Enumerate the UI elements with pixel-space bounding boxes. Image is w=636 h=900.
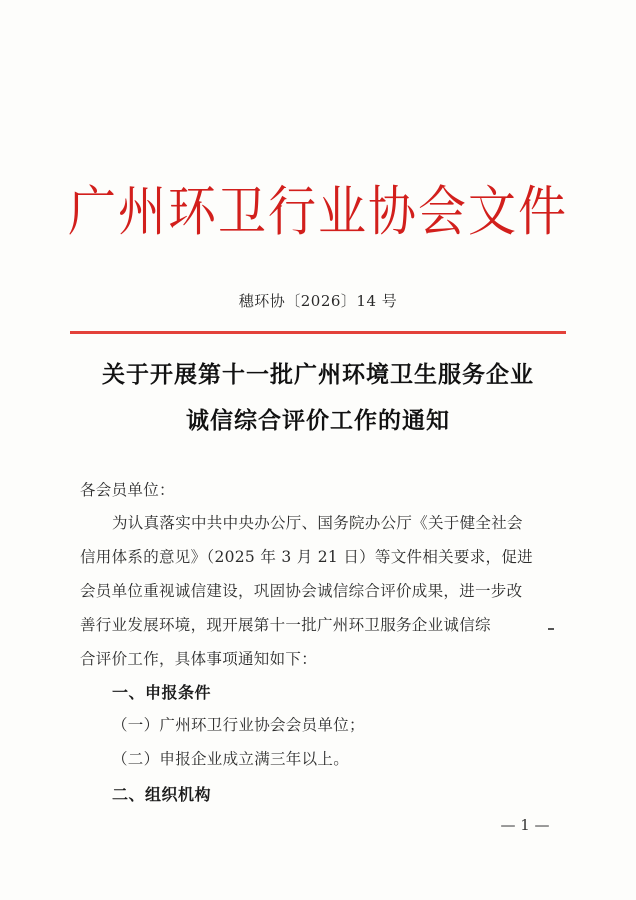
document-number: 穗环协〔2026〕14 号 — [238, 292, 398, 310]
red-divider-line — [70, 331, 566, 334]
paragraph-line-1: 为认真落实中共中央办公厅、国务院办公厅《关于健全社会 — [112, 514, 523, 532]
scan-speck — [548, 628, 554, 630]
paragraph-line-4: 善行业发展环境，现开展第十一批广州环卫服务企业诚信综 — [80, 616, 491, 634]
section-heading-application-conditions: 一、申报条件 — [112, 683, 212, 702]
paragraph-line-2: 信用体系的意见》（2025 年 3 月 21 日）等文件相关要求，促进 — [80, 548, 533, 566]
section-heading-organization: 二、组织机构 — [112, 785, 212, 804]
condition-item-2: （二）申报企业成立满三年以上。 — [112, 750, 350, 768]
notice-title-line-1: 关于开展第十一批广州环境卫生服务企业 — [102, 362, 534, 388]
paragraph-line-5: 合评价工作，具体事项通知如下： — [80, 650, 318, 668]
notice-title-line-2: 诚信综合评价工作的通知 — [186, 408, 450, 434]
condition-item-1: （一）广州环卫行业协会会员单位； — [112, 716, 365, 734]
salutation: 各会员单位： — [80, 481, 175, 499]
organization-letterhead-title: 广州环卫行业协会文件 — [67, 180, 568, 244]
paragraph-line-3: 会员单位重视诚信建设，巩固协会诚信综合评价成果，进一步改 — [80, 582, 523, 600]
page-number: — 1 — — [500, 816, 550, 834]
